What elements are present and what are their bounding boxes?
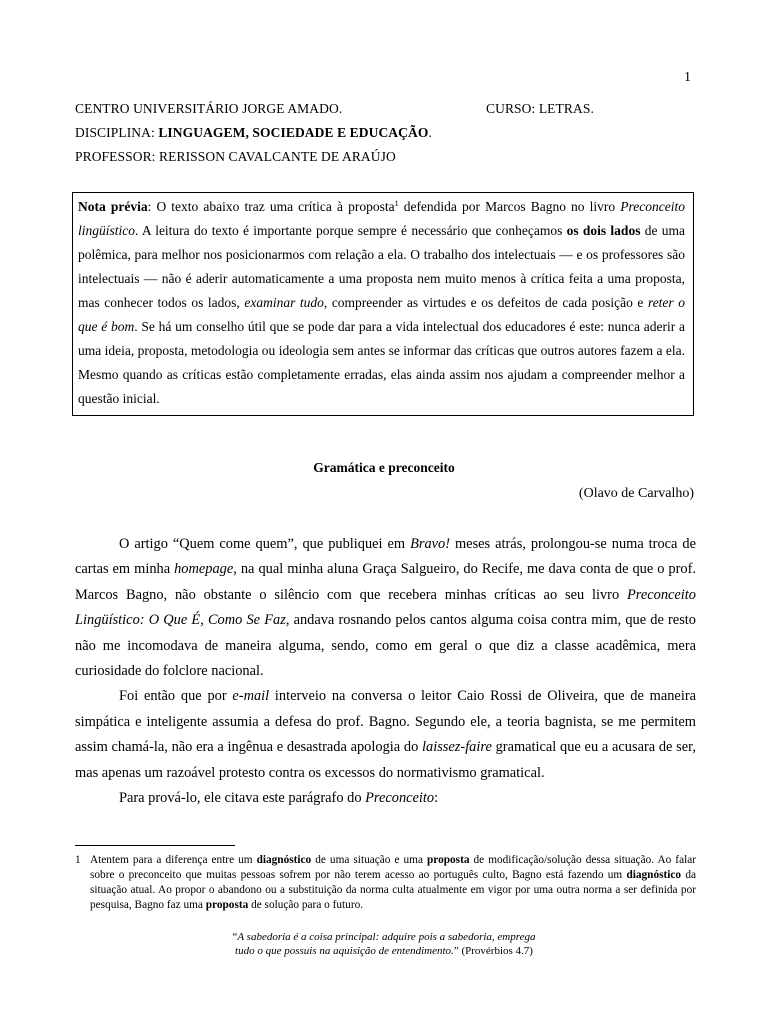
article-title: Gramática e preconceito [313,460,455,475]
course-line: CURSO: LETRAS. [486,101,594,116]
epigraph-source: (Provérbios 4.7) [458,945,533,957]
footnote-number: 1 [75,854,81,866]
footnote-divider [75,845,235,846]
footnote-text: Atentem para a diferença entre um diagnóstico de uma situação e uma proposta de modificação/solução dessa situação. Ao falar sobre o preconceito que muitas pessoas sofrem por não terem acesso ao português culto, Bagno está fazendo um diagnóstico da situação atual. Ao propor o abandono ou a substituição da norma culta atualmente em vigor por uma outra norma a ser definida por pesquisa, Bagno faz uma proposta de solução para o futuro. [90,854,697,911]
professor-line: PROFESSOR: RERISSON CAVALCANTE DE ARAÚJO [75,149,396,164]
epigraph-line-2: tudo o que possuis na aquisição de entendimento.” (Provérbios 4.7) [235,945,533,957]
article-body [75,532,696,811]
epigraph-line-1: “A sabedoria é a coisa principal: adquire pois a sabedoria, emprega [232,931,536,943]
discipline-line: DISCIPLINA: LINGUAGEM, SOCIEDADE E EDUCAÇÃO. [75,125,432,140]
note-label: Nota prévia [78,199,148,214]
epigraph [0,930,768,958]
preliminary-note-box: Nota prévia: O texto abaixo traz uma crítica à proposta$^1$ defendida por Marcos Bagno no livro Preconceito lingüístico. A leitura do texto é importante porque sempre é necessário que conheçamos os dois lados de uma polêmica, para melhor nos posicionarmos com relação a ela. O trabalho dos intelectuais — e os professores são intelectuais — não é aderir automaticamente a uma proposta nem muito menos à crítica feita a uma proposta, mas conhecer todos os lados, examinar tudo, compreender as virtudes e os defeitos de cada posição e reter o que é bom. Se há um conselho útil que se pode dar para a vida intelectual dos educadores é este: nunca aderir a uma ideia, proposta, metodologia ou ideologia sem antes se informar das críticas que outros autores fazem a ela. Mesmo quando as críticas estão completamente erradas, elas ainda assim nos ajudam a compreender melhor a questão inicial. [72,192,694,416]
institution-line: CENTRO UNIVERSITÁRIO JORGE AMADO. [75,101,343,116]
paragraph-1: O artigo “Quem come quem”, que publiquei em Bravo! meses atrás, prolongou-se numa troca de cartas em minha homepage, na qual minha aluna Graça Salgueiro, do Recife, me dava conta de que o prof. Marcos Bagno, não obstante o silêncio com que recebera minhas críticas ao seu livro Preconceito Lingüístico: O Que É, Como Se Faz, andava rosnando pelos cantos alguma coisa contra mim, que de resto não me incomodava de maneira alguma, sendo, como em geral o que diz a classe acadêmica, mera curiosidade do folclore nacional. [75,536,696,680]
paragraph-3: Para prová-lo, ele citava este parágrafo do Preconceito: [119,790,439,807]
article-author: (Olavo de Carvalho) [578,486,694,501]
footnote [75,853,696,913]
footnote-reference: 1 [394,199,399,208]
paragraph-2: Foi então que por e-mail interveio na conversa o leitor Caio Rossi de Oliveira, que de maneira simpática e inteligente assumia a defesa do prof. Bagno. Segundo ele, a teoria bagnista, se me permitem assim chamá-la, não era a ingênua e desastrada apologia do laissez-faire gramatical que eu a acusara de ser, mas apenas um razoável protesto contra os excessos do normativismo gramatical. [75,688,696,781]
book-title: Preconceito lingüístico [78,199,685,238]
page-number: 1 [684,70,691,85]
